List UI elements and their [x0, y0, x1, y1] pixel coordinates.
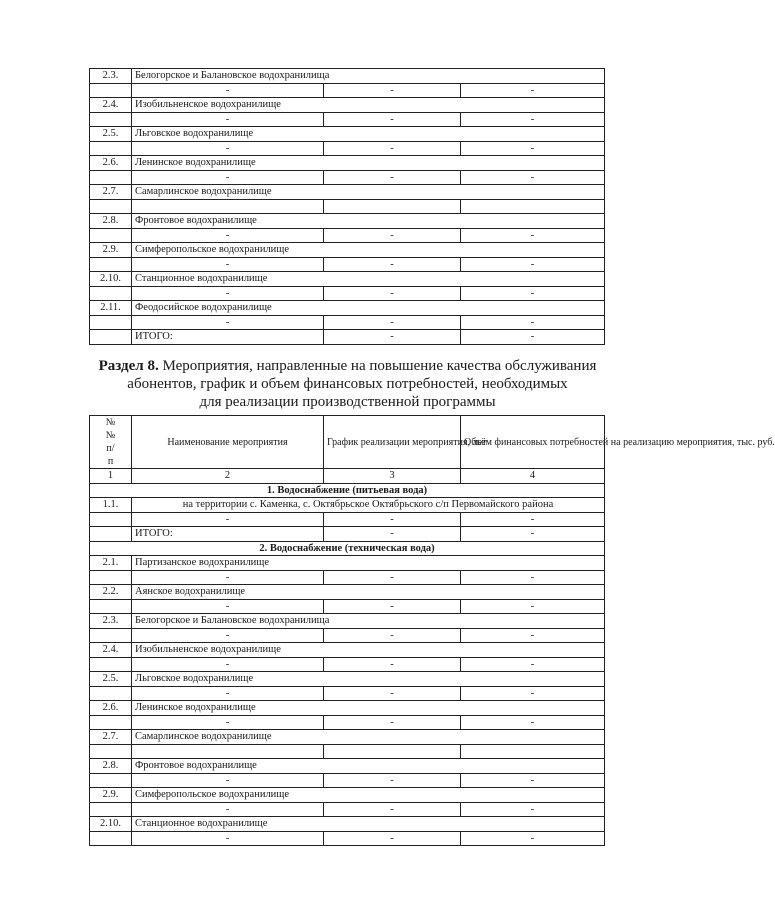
table-row — [90, 98, 605, 113]
table-row-values — [90, 831, 605, 846]
row-name: Белогорское и Балановское водохранилища — [132, 614, 605, 629]
value-cell: - — [324, 141, 461, 156]
table-row-values — [90, 228, 605, 243]
row-number: 2.5. — [90, 672, 132, 687]
value-cell: - — [132, 802, 324, 817]
empty-cell — [90, 831, 132, 846]
table-row — [90, 788, 605, 803]
empty-cell — [90, 286, 132, 301]
empty-cell — [90, 315, 132, 330]
table-row-values — [90, 773, 605, 788]
section-8-title-line1: Мероприятия, направленные на повышение качества обслуживания — [162, 358, 597, 374]
row-name: Изобильненское водохранилище — [132, 98, 605, 113]
value-cell: - — [324, 802, 461, 817]
row-number: 1.1. — [90, 498, 132, 513]
row-number: 2.11. — [90, 301, 132, 316]
row-number: 2.9. — [90, 788, 132, 803]
value-cell — [461, 199, 605, 214]
empty-cell — [90, 599, 132, 614]
row-name: Станционное водохранилище — [132, 272, 605, 287]
value-cell: - — [132, 599, 324, 614]
value-cell: - — [132, 831, 324, 846]
value-cell: - — [461, 286, 605, 301]
row-number: 2.3. — [90, 614, 132, 629]
col-number-3: 3 — [324, 469, 461, 484]
value-cell: - — [324, 686, 461, 701]
value-cell: - — [324, 715, 461, 730]
section-8-heading — [90, 357, 605, 411]
table-row-values — [90, 83, 605, 98]
header-schedule: График реализации мероприятия, лет — [324, 416, 461, 469]
table-row-values — [90, 286, 605, 301]
section-2-row — [90, 541, 605, 556]
table-row — [90, 672, 605, 687]
table-row — [90, 817, 605, 832]
table-row — [90, 156, 605, 171]
table-row — [90, 127, 605, 142]
value-cell: - — [461, 512, 605, 527]
section-8-title-line3: для реализации производственной программы — [199, 394, 496, 410]
row-number: 2.7. — [90, 185, 132, 200]
row-name: Ленинское водохранилище — [132, 701, 605, 716]
row-name: Изобильненское водохранилище — [132, 643, 605, 658]
value-cell: - — [324, 773, 461, 788]
value-cell: - — [461, 141, 605, 156]
value-cell: - — [461, 257, 605, 272]
value-cell: - — [461, 599, 605, 614]
total-row — [90, 330, 605, 345]
empty-cell — [90, 228, 132, 243]
row-name: Льговское водохранилище — [132, 672, 605, 687]
value-cell: - — [324, 228, 461, 243]
value-cell: - — [461, 628, 605, 643]
water-supply-table-continued — [89, 68, 605, 345]
row-number: 2.6. — [90, 156, 132, 171]
table-row — [90, 214, 605, 229]
empty-cell — [90, 686, 132, 701]
value-cell: - — [461, 657, 605, 672]
empty-cell — [90, 570, 132, 585]
table-row-values — [90, 657, 605, 672]
empty-cell — [90, 257, 132, 272]
table-row-values — [90, 599, 605, 614]
row-name: Партизанское водохранилище — [132, 556, 605, 571]
value-cell: - — [132, 83, 324, 98]
value-cell: - — [132, 570, 324, 585]
table-row — [90, 614, 605, 629]
table-row — [90, 185, 605, 200]
row-name: Аянское водохранилище — [132, 585, 605, 600]
table-row-values — [90, 802, 605, 817]
value-cell: - — [461, 170, 605, 185]
value-cell — [324, 199, 461, 214]
value-cell: - — [461, 570, 605, 585]
value-cell: - — [461, 802, 605, 817]
value-cell: - — [132, 315, 324, 330]
value-cell: - — [461, 228, 605, 243]
value-cell: - — [324, 286, 461, 301]
value-cell: - — [461, 686, 605, 701]
header-measure-name: Наименование мероприятия — [132, 416, 324, 469]
table-row-values — [90, 570, 605, 585]
row-number: 2.1. — [90, 556, 132, 571]
table-row-values — [90, 744, 605, 759]
row-name: Феодосийское водохранилище — [132, 301, 605, 316]
row-number: 2.9. — [90, 243, 132, 258]
row-number: 2.4. — [90, 643, 132, 658]
value-cell: - — [132, 657, 324, 672]
total-value: - — [461, 527, 605, 542]
section-8-label: Раздел 8. — [98, 358, 159, 374]
section-1-row — [90, 483, 605, 498]
table-row-values — [90, 715, 605, 730]
value-cell: - — [324, 112, 461, 127]
table-row — [90, 759, 605, 774]
col-number-1: 1 — [90, 469, 132, 484]
empty-cell — [90, 657, 132, 672]
row-number: 2.3. — [90, 69, 132, 84]
section-2-title: 2. Водоснабжение (техническая вода) — [90, 541, 605, 556]
empty-cell — [90, 512, 132, 527]
row-name: Самарлинское водохранилище — [132, 730, 605, 745]
header-finance: Объём финансовых потребностей на реализацию мероприятия, тыс. руб. — [461, 416, 605, 469]
row-number: 2.7. — [90, 730, 132, 745]
table-row — [90, 585, 605, 600]
row-number: 2.10. — [90, 817, 132, 832]
empty-cell — [90, 802, 132, 817]
empty-cell — [90, 715, 132, 730]
row-name: Станционное водохранилище — [132, 817, 605, 832]
row-number: 2.4. — [90, 98, 132, 113]
total-value: - — [461, 330, 605, 345]
table-row — [90, 730, 605, 745]
row-name: на территории с. Каменка, с. Октябрьское Октябрьского с/п Первомайского района — [132, 498, 605, 513]
total-label: ИТОГО: — [132, 330, 324, 345]
value-cell: - — [461, 715, 605, 730]
section-1-title: 1. Водоснабжение (питьевая вода) — [90, 483, 605, 498]
table-row — [90, 556, 605, 571]
value-cell: - — [132, 228, 324, 243]
empty-cell — [90, 141, 132, 156]
table-row — [90, 243, 605, 258]
row-name: Самарлинское водохранилище — [132, 185, 605, 200]
column-numbers-row — [90, 469, 605, 484]
empty-cell — [90, 744, 132, 759]
row-name: Белогорское и Балановское водохранилища — [132, 69, 605, 84]
table-row-values — [90, 141, 605, 156]
row-number: 2.2. — [90, 585, 132, 600]
row-name: Фронтовое водохранилище — [132, 759, 605, 774]
empty-cell — [90, 628, 132, 643]
row-number: 2.5. — [90, 127, 132, 142]
empty-cell — [90, 199, 132, 214]
empty-cell — [90, 112, 132, 127]
value-cell: - — [461, 112, 605, 127]
table-row-values — [90, 257, 605, 272]
row-name: Фронтовое водохранилище — [132, 214, 605, 229]
total-value: - — [324, 330, 461, 345]
value-cell: - — [132, 512, 324, 527]
empty-cell — [90, 170, 132, 185]
value-cell: - — [324, 657, 461, 672]
value-cell: - — [324, 257, 461, 272]
empty-cell — [90, 330, 132, 345]
row-number: 2.6. — [90, 701, 132, 716]
value-cell: - — [324, 83, 461, 98]
table-row — [90, 643, 605, 658]
value-cell: - — [132, 141, 324, 156]
value-cell: - — [461, 773, 605, 788]
value-cell: - — [132, 286, 324, 301]
section-8-title-line2: абонентов, график и объем финансовых потребностей, необходимых — [127, 376, 568, 392]
row-name: Симферопольское водохранилище — [132, 788, 605, 803]
table-row-values — [90, 315, 605, 330]
value-cell: - — [132, 628, 324, 643]
table-row-values — [90, 686, 605, 701]
value-cell: - — [132, 715, 324, 730]
service-quality-measures-table — [89, 415, 775, 846]
value-cell: - — [132, 257, 324, 272]
table-row — [90, 69, 605, 84]
empty-cell — [90, 773, 132, 788]
table-row — [90, 272, 605, 287]
table-row-values — [90, 170, 605, 185]
table-row — [90, 301, 605, 316]
value-cell: - — [132, 112, 324, 127]
value-cell — [461, 744, 605, 759]
table-row — [90, 701, 605, 716]
row-name: Ленинское водохранилище — [132, 156, 605, 171]
row-number: 2.8. — [90, 759, 132, 774]
header-number: № № п/ п — [90, 416, 132, 469]
row-number: 2.8. — [90, 214, 132, 229]
col-number-4: 4 — [461, 469, 605, 484]
table-row-values — [90, 512, 605, 527]
row-name: Льговское водохранилище — [132, 127, 605, 142]
total-label: ИТОГО: — [132, 527, 324, 542]
value-cell: - — [324, 512, 461, 527]
row-name: Симферопольское водохранилище — [132, 243, 605, 258]
value-cell: - — [324, 628, 461, 643]
value-cell: - — [324, 170, 461, 185]
value-cell — [132, 199, 324, 214]
value-cell: - — [132, 773, 324, 788]
table-row-values — [90, 112, 605, 127]
col-number-2: 2 — [132, 469, 324, 484]
value-cell: - — [461, 831, 605, 846]
value-cell: - — [324, 599, 461, 614]
empty-cell — [90, 83, 132, 98]
empty-cell — [90, 527, 132, 542]
value-cell: - — [324, 570, 461, 585]
value-cell: - — [324, 831, 461, 846]
value-cell: - — [461, 315, 605, 330]
value-cell: - — [461, 83, 605, 98]
value-cell: - — [132, 170, 324, 185]
value-cell: - — [132, 686, 324, 701]
row-number: 2.10. — [90, 272, 132, 287]
table-row — [90, 498, 605, 513]
table-header-row — [90, 416, 605, 469]
table-row-values — [90, 628, 605, 643]
table-row-values — [90, 199, 605, 214]
value-cell: - — [324, 315, 461, 330]
value-cell — [132, 744, 324, 759]
total-value: - — [324, 527, 461, 542]
total-row — [90, 527, 605, 542]
value-cell — [324, 744, 461, 759]
